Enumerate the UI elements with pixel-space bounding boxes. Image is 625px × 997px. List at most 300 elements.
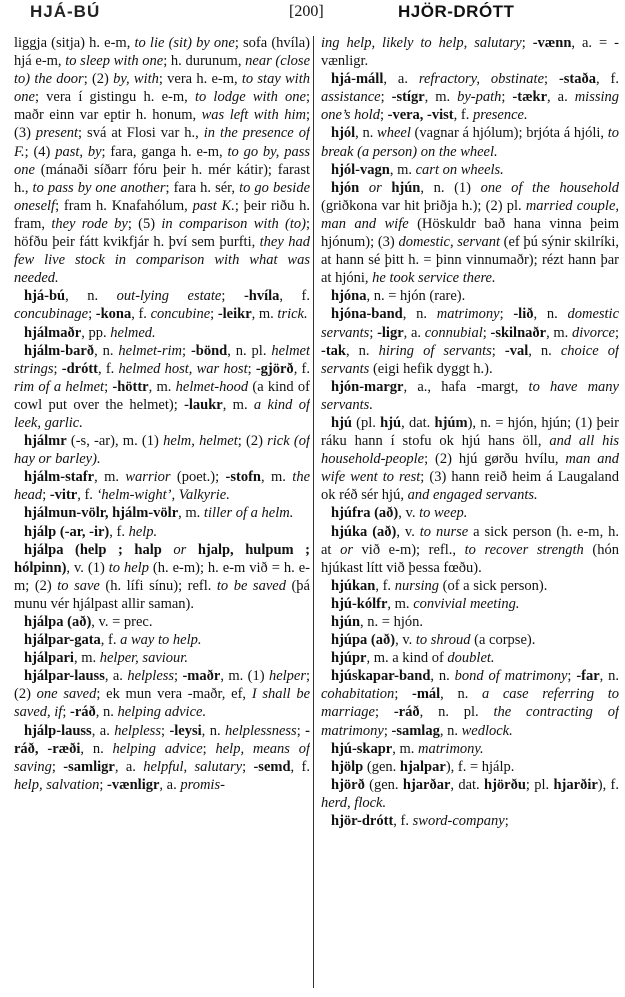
headword: -vera, -vist — [387, 107, 454, 124]
gloss-text: wedlock. — [461, 722, 513, 739]
dictionary-entry — [14, 649, 310, 667]
entry-text: ; — [247, 360, 256, 377]
gloss-text: convivial meeting. — [413, 595, 520, 612]
gloss-text: married couple, man and wife — [321, 197, 619, 232]
entry-text: , n. — [201, 722, 226, 739]
entry-text: ; pl. — [525, 776, 554, 793]
entry-text: , f. — [375, 577, 395, 594]
headword: -leysi — [169, 722, 202, 739]
entry-text: ; höfðu þeir fátt kvikfjár h. því sem þurfti, — [14, 215, 310, 251]
running-head-left: HJÁ-BÚ — [30, 2, 101, 21]
entry-text: , a. — [104, 668, 128, 685]
dictionary-entry — [14, 541, 310, 613]
gloss-text: concubine — [150, 306, 211, 323]
gloss-text: cohabitation — [321, 686, 395, 703]
entry-text: ; (5) — [127, 215, 162, 232]
entry-text: ; — [221, 288, 244, 305]
gloss-text: herd, flock. — [321, 794, 387, 811]
gloss-text: by, with — [113, 71, 159, 88]
right-column — [321, 34, 619, 992]
gloss-text: hiring of servants — [378, 342, 492, 359]
entry-text: ; vera í gistingu h. e-m, — [34, 89, 195, 106]
entry-text: ; — [99, 776, 108, 793]
entry-text: ; — [53, 360, 62, 377]
entry-text: , n. — [65, 288, 117, 305]
gloss-text: by-path — [457, 89, 502, 106]
entry-text: , f. — [293, 360, 310, 377]
headword: hjúka (að) — [331, 523, 397, 540]
gloss-text: the contracting of matrimony — [321, 704, 619, 739]
entry-text: , n. — [533, 306, 568, 323]
entry-text: (poet.); — [170, 469, 226, 486]
gloss-text: helmet-hood — [175, 378, 249, 395]
entry-text: ; h. durunum, — [163, 53, 246, 70]
entry-text: , n. — [355, 125, 378, 142]
gloss-text: helmed host, war host — [118, 360, 248, 377]
headword: -far — [576, 668, 600, 685]
headword: -vænligr — [107, 776, 160, 793]
entry-text: ; (4) — [24, 143, 56, 160]
entry-text: , dat. — [401, 414, 435, 431]
gloss-text: warrior — [125, 469, 171, 486]
gloss-text: choice of servants — [321, 342, 619, 377]
entry-text: , m. — [148, 378, 176, 395]
entry-text: ; — [567, 668, 577, 685]
entry-text: , f. — [290, 758, 310, 775]
gloss-text: in the presence of F. — [14, 125, 310, 160]
entry-text: (gen. — [363, 758, 400, 775]
gloss-text: ing help, likely to help, salutary — [321, 35, 522, 51]
gloss-text: refractory, obstinate — [418, 71, 545, 88]
entry-text: , f. — [393, 813, 413, 830]
entry-text: ; — [499, 306, 514, 323]
entry-text: , a. = -vænligr. — [321, 35, 619, 70]
entry-text: ; — [160, 722, 170, 739]
entry-text: (þá munu vér hjálpast allir saman). — [14, 577, 310, 612]
gloss-text: matrimony — [436, 306, 500, 323]
dictionary-entry — [321, 414, 619, 504]
headword: -tækr — [512, 89, 548, 106]
entry-text: (eigi hefik dyggt h.). — [369, 360, 493, 377]
dictionary-entry — [321, 305, 619, 377]
dictionary-entry — [14, 287, 310, 323]
headword: hjálm-stafr — [24, 469, 95, 486]
gloss-text: divorce — [572, 324, 615, 341]
headword: hjú — [380, 414, 402, 431]
entry-text: ), n. = hjón, hjún; (1) þeir ráku hann í stofu ok hjú hans öll, — [321, 414, 619, 450]
headword: hjálpar-lauss — [24, 668, 105, 685]
entry-text: , m. — [251, 306, 278, 323]
gloss-text: to recover strength — [464, 541, 584, 558]
dictionary-entry — [321, 378, 619, 414]
entry-text: , f. — [100, 632, 121, 649]
headword: -drótt — [61, 360, 98, 377]
gloss-text: to pass by one another — [32, 179, 166, 196]
dictionary-entry — [14, 342, 310, 432]
gloss-text: nursing — [394, 577, 440, 594]
entry-text: ; — [104, 378, 113, 395]
entry-text: (griðkona var hit þriðja h.); (2) pl. — [321, 197, 526, 214]
gloss-text: to break (a person) on the wheel. — [321, 125, 619, 160]
entry-text: ; — [242, 758, 254, 775]
headword: -stígr — [391, 89, 425, 106]
gloss-text: help. — [128, 523, 158, 540]
gloss-text: doublet. — [447, 650, 495, 667]
dictionary-entry — [321, 70, 619, 124]
headword: -tak — [321, 342, 346, 359]
entry-text: (of a sick person). — [439, 577, 548, 594]
entry-text: ; (2) — [237, 433, 268, 450]
headword: hjú — [331, 414, 352, 431]
dictionary-entry — [321, 631, 619, 649]
gloss-text: a case referring to marriage — [321, 686, 619, 721]
gloss-text: to have many servants. — [321, 378, 619, 413]
entry-text: ; — [369, 324, 378, 341]
entry-text: , a., hafa -margt, — [403, 378, 529, 395]
gloss-text: helper, saviour. — [99, 650, 188, 667]
headword: -lið — [513, 306, 534, 323]
headword: hjól-vagn — [331, 161, 390, 178]
entry-text: , v. — [396, 523, 420, 540]
entry-text: ; — [51, 758, 64, 775]
entry-text: a sick person (h. e-m, h. at — [321, 523, 619, 558]
entry-text: (ef þú sýnir skilríki, at hann sé þitt h. = þinn vinnumaðr); rézt hann þar at hjóni, — [321, 234, 619, 287]
entry-text: , m. — [546, 324, 573, 341]
headword: hjúm — [434, 414, 468, 431]
headword: hjóna-band — [331, 306, 403, 323]
entry-text: , m. — [178, 505, 204, 522]
entry-text: , n. — [95, 704, 118, 721]
gloss-text: one saved — [36, 686, 97, 703]
gloss-text: sword-company — [412, 813, 505, 830]
headword: hjálm-barð — [24, 342, 95, 359]
entry-text: ), f. = hjálp. — [445, 758, 515, 775]
entry-text: (pl. — [351, 414, 381, 431]
headword: hjún — [391, 179, 421, 196]
entry-text: , n. — [439, 722, 462, 739]
entry-text: , m. (1) — [220, 668, 269, 685]
entry-text: ; (2) — [14, 668, 310, 703]
gloss-text: bond of matrimony — [454, 668, 568, 685]
headword: hjól — [331, 125, 356, 142]
gloss-text: helping advice. — [117, 704, 207, 721]
entry-text: ; — [394, 686, 412, 703]
entry-text: , n. — [402, 306, 437, 323]
gloss-text: was left with him — [201, 107, 306, 124]
entry-text: , n. = hjón. — [360, 614, 423, 630]
entry-text: (Höskuldr bað hana vinna þeim hjónum); (3) — [321, 215, 619, 251]
gloss-text: out-lying estate — [116, 288, 222, 305]
page-header — [0, 0, 625, 30]
gloss-text: he took service there. — [372, 270, 496, 287]
entry-text: ; — [614, 324, 619, 341]
headword: -hvíla — [243, 288, 280, 305]
gloss-text: trick. — [277, 306, 308, 323]
gloss-text: I shall be saved, if — [14, 686, 310, 721]
headword: hjúfra (að) — [331, 505, 399, 522]
gloss-text: and engaged servants. — [407, 487, 538, 504]
headword: -ráð — [393, 704, 420, 721]
entry-text: ; — [210, 306, 218, 323]
gloss-text: domestic servants — [321, 306, 619, 341]
gloss-text: present — [35, 125, 79, 142]
headword: hjálmr — [24, 433, 67, 450]
entry-text: ; — [383, 722, 392, 739]
dictionary-entry — [14, 523, 310, 541]
gloss-text: and all his household-people — [321, 433, 619, 468]
entry-text: ; — [521, 35, 533, 51]
entry-text: ; þeir riðu h. fram, — [14, 197, 310, 232]
headword: -bönd — [190, 342, 228, 359]
entry-text: ; — [374, 704, 394, 721]
gloss-text: concubinage — [14, 306, 89, 323]
dictionary-entry — [321, 504, 619, 522]
gloss-text: helm, helmet — [163, 433, 238, 450]
gloss-text: matrimony. — [418, 740, 484, 757]
entry-text: , m. a kind of — [366, 650, 448, 667]
gloss-text: promis- — [180, 776, 225, 793]
headword: hjörðu — [484, 776, 526, 793]
entry-text: , n. pl. — [227, 342, 272, 359]
entry-text: ; — [379, 107, 388, 124]
entry-text: ; — [380, 89, 392, 106]
gloss-text: or — [359, 179, 392, 196]
entry-text: , f. — [131, 306, 151, 323]
dictionary-entry — [321, 758, 619, 776]
entry-text: , v. — [395, 632, 416, 649]
entry-text: , pp. — [81, 324, 111, 341]
entry-text: , n. = hjón (rare). — [366, 288, 466, 305]
entry-text: (h. e-m); h. e-m við = h. e-m; (2) — [14, 559, 310, 594]
entry-text: , m. — [94, 469, 126, 486]
gloss-text: to be saved — [216, 577, 286, 594]
headword: hjálp-lauss — [24, 722, 92, 739]
entry-text: ), f. — [597, 776, 619, 793]
headword: -höttr — [112, 378, 149, 395]
dictionary-entry — [14, 613, 310, 631]
entry-text: , m. — [424, 89, 458, 106]
entry-text: ; vera h. e-m, — [158, 71, 242, 88]
gloss-text: assistance — [321, 89, 381, 106]
gloss-text: helmed. — [110, 324, 156, 341]
gloss-text: to help — [108, 559, 149, 576]
headword: hjálmaðr — [24, 324, 82, 341]
gloss-text: they had few live stock in comparison with what was needed. — [14, 234, 310, 287]
headword: hjálpar-gata — [24, 632, 101, 649]
entry-text: , a. — [403, 324, 425, 341]
entry-text: ; — [202, 740, 216, 757]
gloss-text: helpful, salutary — [143, 758, 243, 775]
gloss-text: missing one’s hold — [321, 89, 619, 124]
dictionary-entry — [321, 287, 619, 305]
dictionary-entry — [14, 468, 310, 504]
dictionary-entry — [14, 34, 310, 287]
headword: -laukr — [184, 396, 223, 413]
headword: hjálpa (að) — [24, 614, 92, 630]
dictionary-entry — [321, 124, 619, 160]
headword: -staða — [558, 71, 597, 88]
headword: hjarðar — [402, 776, 451, 793]
dictionary-entry — [321, 812, 619, 830]
headword: -semd — [253, 758, 291, 775]
dictionary-entry — [14, 504, 310, 522]
entry-text: (a corpse). — [470, 632, 536, 649]
gloss-text: to lie (sit) by one — [134, 35, 235, 51]
entry-text: , v. = prec. — [91, 614, 153, 630]
gloss-text: helplessness — [225, 722, 297, 739]
headword: hjalpar — [399, 758, 446, 775]
entry-text: ; — [504, 813, 509, 830]
gloss-text: man and wife went to rest — [321, 451, 619, 486]
dictionary-entry — [321, 667, 619, 739]
left-column — [14, 34, 310, 992]
dictionary-entry — [321, 577, 619, 595]
entry-text: , f. — [109, 523, 129, 540]
gloss-text: presence. — [472, 107, 528, 124]
entry-text: (h. lífi sínu); refl. — [99, 577, 217, 594]
gloss-text: helmet-rim — [118, 342, 183, 359]
dictionary-entry — [321, 34, 619, 70]
entry-text: , dat. — [450, 776, 484, 793]
entry-text: , n. — [440, 686, 482, 703]
entry-text: , f. — [453, 107, 473, 124]
headword: hjú-skapr — [331, 740, 393, 757]
gloss-text: helmet strings — [14, 342, 310, 377]
dictionary-entry — [14, 432, 310, 468]
entry-text: , m. — [389, 161, 416, 178]
entry-text: ; — [174, 668, 183, 685]
entry-text: ; ek mun vera -maðr, ef, — [96, 686, 252, 703]
headword: -leikr — [217, 306, 252, 323]
headword: hjörð — [331, 776, 365, 793]
entry-text: ; (2) hjú gørðu hvílu, — [424, 451, 566, 468]
entry-text: , n. — [599, 668, 619, 685]
running-head-right: HJÖR-DRÓTT — [398, 2, 515, 21]
entry-text: ; fara, ganga h. e-m, — [101, 143, 228, 160]
dictionary-entry — [321, 740, 619, 758]
entry-text: ; (2) — [83, 71, 114, 88]
entry-text: ; fram h. Knafahólum, — [55, 197, 193, 214]
column-divider — [313, 36, 314, 988]
entry-text: , n. — [94, 342, 119, 359]
gloss-text: one of the household — [480, 179, 619, 196]
entry-text: ; — [501, 89, 513, 106]
headword: -samlag — [391, 722, 440, 739]
headword: hjalp, hulpum ; hólpinn) — [14, 541, 310, 576]
headword: hjúkan — [331, 577, 376, 594]
gloss-text: helpless — [127, 668, 175, 685]
headword: -stofn — [225, 469, 261, 486]
dictionary-entry — [321, 776, 619, 812]
headword: -skilnaðr — [490, 324, 547, 341]
headword: -gjörð — [255, 360, 294, 377]
gloss-text: or — [161, 541, 198, 558]
gloss-text: rim of a helmet — [14, 378, 105, 395]
entry-text: (mánaði síðarr fóru þeir h. mér kátir); farast h., — [14, 161, 310, 196]
headword: hjálmun-völr, hjálm-völr — [24, 505, 179, 522]
gloss-text: to weep. — [419, 505, 468, 522]
gloss-text: helping advice — [112, 740, 203, 757]
entry-text: , n. pl. — [419, 704, 494, 721]
gloss-text: to nurse — [419, 523, 469, 540]
entry-text: , f. — [596, 71, 619, 88]
entry-text: (vagnar á hjólum); brjóta á hjóli, — [410, 125, 608, 142]
headword: hjón-margr — [331, 378, 404, 395]
entry-text: , v. (1) — [66, 559, 109, 576]
headword: hjóna — [331, 288, 367, 305]
headword: hjón — [331, 179, 360, 196]
gloss-text: to go by, pass one — [14, 143, 310, 178]
gloss-text: or — [340, 541, 353, 558]
gloss-text: help, salvation — [14, 776, 100, 793]
headword: hjún — [331, 614, 361, 630]
gloss-text: the head — [14, 469, 310, 504]
gloss-text: to lodge with one — [194, 89, 306, 106]
dictionary-entry — [14, 667, 310, 721]
headword: hjúpa (að) — [331, 632, 396, 649]
entry-text: , m. — [222, 396, 254, 413]
entry-text: , v. — [398, 505, 420, 522]
dictionary-entry — [321, 161, 619, 179]
entry-text: (a kind of cowl put over the helmet); — [14, 378, 310, 413]
entry-text: , f. — [77, 487, 97, 504]
headword: hjarðir — [553, 776, 598, 793]
headword: -vitr — [49, 487, 78, 504]
dictionary-entry — [321, 523, 619, 577]
entry-text: ; (3) — [14, 107, 310, 142]
entry-text: liggja (sitja) h. e-m, — [14, 35, 135, 51]
entry-text: ; — [482, 324, 491, 341]
gloss-text: a kind of leek, garlic. — [14, 396, 310, 431]
gloss-text: ‘helm-wight’, Valkyrie. — [96, 487, 230, 504]
entry-text: við e-m); refl., — [352, 541, 465, 558]
entry-text: , a. — [114, 758, 144, 775]
gloss-text: to go beside oneself — [14, 179, 310, 214]
entry-text: , m. — [261, 469, 293, 486]
dictionary-entry — [14, 631, 310, 649]
dictionary-entry — [321, 179, 619, 288]
gloss-text: to save — [57, 577, 100, 594]
gloss-text: domestic, servant — [398, 234, 500, 251]
dictionary-entry — [321, 649, 619, 667]
headword: -ráð — [69, 704, 96, 721]
dictionary-entry — [321, 613, 619, 631]
entry-text: , f. — [98, 360, 119, 377]
entry-text: , m. — [73, 650, 100, 667]
page-number: [200] — [289, 3, 324, 20]
gloss-text: near (close to) the door — [14, 53, 310, 88]
entry-text: ; svá at Flosi var h., — [78, 125, 204, 142]
gloss-text: to shroud — [415, 632, 471, 649]
headword: hjúpr — [331, 650, 367, 667]
entry-text: ; (3) hann reið heim á Laugaland ok réð sér hjú, — [321, 469, 619, 504]
gloss-text: help, means of saving — [14, 740, 310, 775]
headword: hjör-drótt — [331, 813, 394, 830]
gloss-text: to sleep with one — [65, 53, 164, 70]
headword: hjúskapar-band — [331, 668, 431, 685]
headword: hjá-máll — [331, 71, 384, 88]
entry-text: ; maðr einn var eptir h. honum, — [14, 89, 310, 124]
headword: hjölp — [331, 758, 364, 775]
entry-text: , n. — [345, 342, 379, 359]
headword: -val — [504, 342, 529, 359]
entry-text: (gen. — [364, 776, 403, 793]
entry-text: , n. (1) — [420, 179, 481, 196]
entry-text: ; — [88, 306, 96, 323]
entry-text: , f. — [279, 288, 310, 305]
entry-text: , a. — [383, 71, 419, 88]
headword: hjú-kólfr — [331, 595, 388, 612]
